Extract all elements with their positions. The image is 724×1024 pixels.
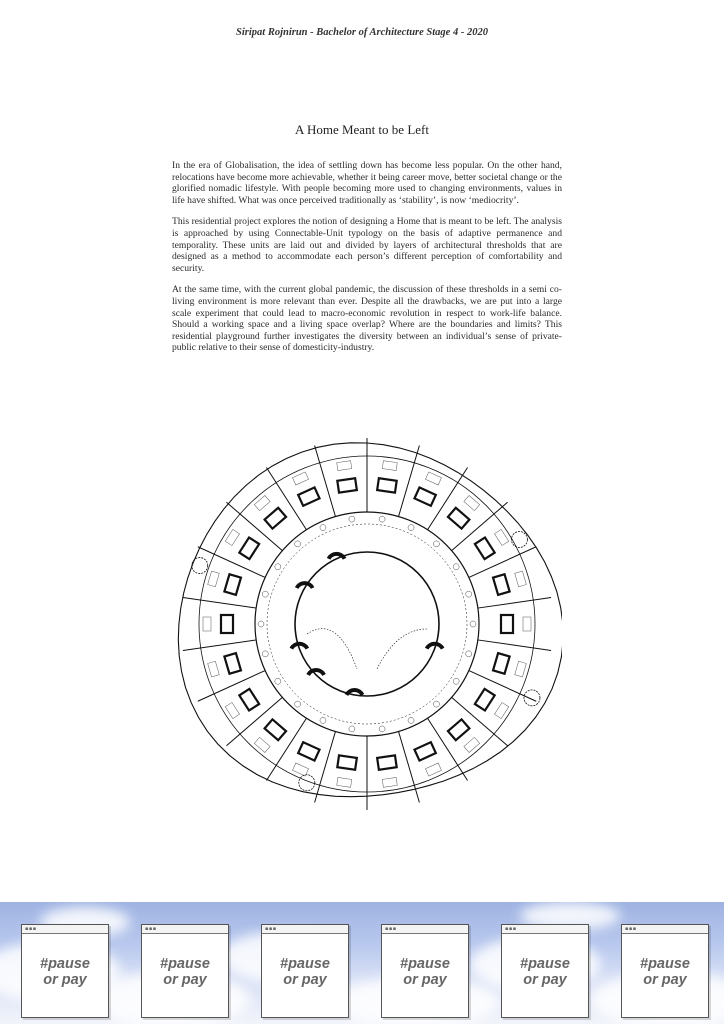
footer-banner: [0, 902, 724, 1024]
pause-or-pay-card: [21, 924, 109, 1018]
table: [433, 701, 439, 707]
window-dots-icon: ▪▪▪: [385, 926, 397, 932]
furniture: [382, 461, 397, 471]
furniture: [208, 571, 220, 587]
furniture: [337, 777, 352, 787]
unit-core: [475, 537, 495, 559]
table: [320, 525, 326, 531]
unit-core: [239, 689, 259, 711]
unit-core: [298, 742, 319, 760]
pause-or-pay-card: [501, 924, 589, 1018]
card-title-bar: [502, 925, 588, 934]
table: [466, 651, 472, 657]
furniture: [225, 529, 239, 545]
window-dots-icon: ▪▪▪: [265, 926, 277, 932]
table: [408, 525, 414, 531]
paragraph-2: This residential project explores the notion of designing a Home that is meant to be left. The analysis is approached by using Connectable-Unit typology on the basis of adaptive permanence and temporality. These units are laid out and divided by layers of architectural thresholds that are designed as a method to accommodate each person’s different perception of comfortability and security.: [172, 216, 562, 274]
paragraph-3: At the same time, with the current global pandemic, the discussion of these thresholds in a semi co-living environment is more relevant than ever. Despite all the drawbacks, we are put into a large scale experiment that could lead to macro-economic revolution in respect to work-life balance. Should a working space and a living space overlap? Where are the boundaries and limits? This residential playground further investigates the diversity between an individual’s sense of private-public relative to their sense of domesticity-industry.: [172, 284, 562, 354]
unit-core: [265, 719, 286, 740]
table: [262, 591, 268, 597]
table: [295, 541, 301, 547]
unit-wall: [183, 598, 256, 609]
furniture: [203, 617, 211, 631]
page-title: A Home Meant to be Left: [295, 122, 429, 137]
card-title-bar: [22, 925, 108, 934]
card-line-2: or pay: [283, 972, 327, 988]
table: [466, 591, 472, 597]
card-text: [262, 956, 348, 988]
card-text: [22, 956, 108, 988]
card-line-2: or pay: [43, 972, 87, 988]
body-text: [172, 160, 562, 364]
unit-core: [414, 742, 435, 760]
unit-core: [224, 574, 241, 595]
unit-wall: [478, 598, 551, 609]
card-line-1: #pause: [400, 956, 450, 972]
table: [379, 516, 385, 522]
page-header: Siripat Rojnirun - Bachelor of Architecture Stage 4 - 2020: [236, 27, 488, 38]
tree-icon: [192, 558, 208, 574]
unit-core: [475, 689, 495, 711]
furniture: [337, 461, 352, 471]
window-dots-icon: ▪▪▪: [505, 926, 517, 932]
furniture: [515, 661, 527, 677]
unit-core: [493, 653, 510, 674]
unit-core: [239, 537, 259, 559]
unit-core: [221, 615, 233, 633]
unit-wall: [183, 640, 256, 651]
furniture: [293, 763, 309, 776]
card-line-1: #pause: [40, 956, 90, 972]
card-line-2: or pay: [643, 972, 687, 988]
unit-core: [224, 653, 241, 674]
unit-core: [377, 755, 397, 769]
table: [433, 541, 439, 547]
table: [470, 621, 476, 627]
unit-core: [298, 487, 319, 505]
pause-or-pay-card: [381, 924, 469, 1018]
furniture: [225, 702, 239, 718]
table: [320, 717, 326, 723]
furniture: [523, 617, 531, 631]
card-line-2: or pay: [163, 972, 207, 988]
table: [379, 726, 385, 732]
furniture: [494, 702, 508, 718]
pause-or-pay-card: [621, 924, 709, 1018]
walkway-ring: [267, 524, 467, 724]
table: [275, 678, 281, 684]
card-text: [142, 956, 228, 988]
card-line-1: #pause: [520, 956, 570, 972]
table: [275, 564, 281, 570]
furniture: [494, 529, 508, 545]
unit-wall: [315, 446, 336, 517]
window-dots-icon: ▪▪▪: [625, 926, 637, 932]
unit-core: [501, 615, 513, 633]
furniture: [293, 472, 309, 485]
table: [295, 701, 301, 707]
furniture: [208, 661, 220, 677]
unit-core: [265, 508, 286, 529]
furniture: [425, 763, 441, 776]
card-title-bar: [382, 925, 468, 934]
pause-or-pay-card: [141, 924, 229, 1018]
window-dots-icon: ▪▪▪: [145, 926, 157, 932]
card-title-bar: [622, 925, 708, 934]
card-title-bar: [262, 925, 348, 934]
tree-icon: [511, 532, 527, 548]
unit-core: [377, 478, 397, 492]
unit-core: [337, 755, 357, 769]
card-text: [502, 956, 588, 988]
card-line-1: #pause: [280, 956, 330, 972]
courtyard-ring: [255, 512, 479, 736]
curved-stair: [377, 629, 427, 669]
table: [262, 651, 268, 657]
unit-core: [448, 719, 469, 740]
table: [453, 678, 459, 684]
unit-core: [414, 487, 435, 505]
inner-court: [295, 552, 439, 696]
table: [258, 621, 264, 627]
tree-icon: [524, 690, 540, 706]
furniture: [515, 571, 527, 587]
furniture: [425, 472, 441, 485]
pause-or-pay-card: [261, 924, 349, 1018]
circular-floor-plan: [172, 434, 562, 814]
table: [349, 516, 355, 522]
unit-core: [337, 478, 357, 492]
card-title-bar: [142, 925, 228, 934]
card-text: [622, 956, 708, 988]
table: [349, 726, 355, 732]
window-dots-icon: ▪▪▪: [25, 926, 37, 932]
paragraph-1: In the era of Globalisation, the idea of settling down has become less popular. On the other hand, relocations have become more achievable, whether it being career move, better societal change or the glorified nomadic lifestyle. With people becoming more used to changing environments, values in life have shifted. What was once perceived traditionally as ‘stability’, is now ‘mediocrity’.: [172, 160, 562, 206]
unit-core: [448, 508, 469, 529]
card-text: [382, 956, 468, 988]
card-line-1: #pause: [640, 956, 690, 972]
card-line-2: or pay: [403, 972, 447, 988]
unit-wall: [478, 640, 551, 651]
furniture: [382, 777, 397, 787]
curved-stair: [307, 629, 357, 669]
card-line-2: or pay: [523, 972, 567, 988]
unit-core: [493, 574, 510, 595]
table: [453, 564, 459, 570]
card-line-1: #pause: [160, 956, 210, 972]
unit-wall: [315, 731, 336, 802]
table: [408, 717, 414, 723]
unit-wall: [399, 446, 420, 517]
